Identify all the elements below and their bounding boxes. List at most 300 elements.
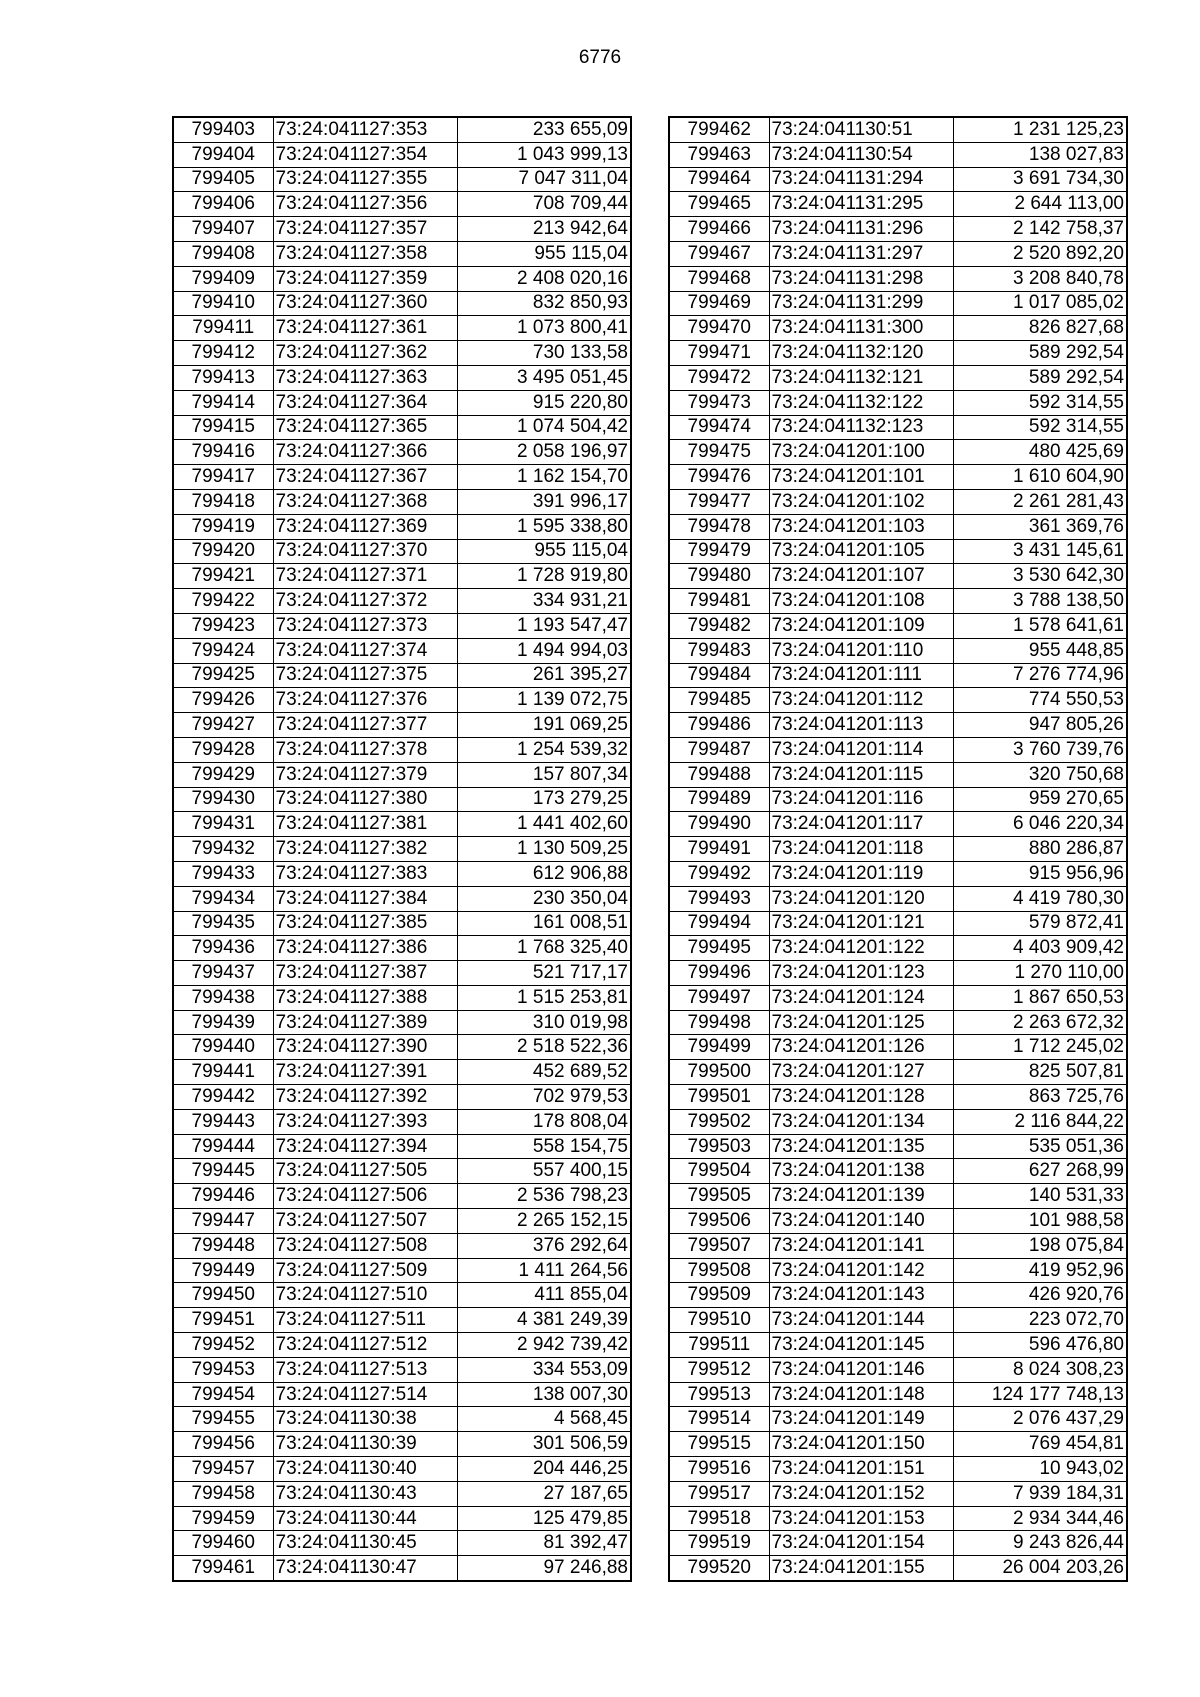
table-row bbox=[669, 1209, 1127, 1234]
value-cell: 301 506,59 bbox=[457, 1432, 631, 1457]
table-row bbox=[173, 1407, 631, 1432]
table-row bbox=[173, 886, 631, 911]
table-row bbox=[669, 762, 1127, 787]
table-row bbox=[173, 142, 631, 167]
cadastral-number-cell: 73:24:041127:511 bbox=[273, 1308, 457, 1333]
cadastral-number-cell: 73:24:041127:353 bbox=[273, 117, 457, 142]
cadastral-number-cell: 73:24:041130:54 bbox=[769, 142, 953, 167]
table-row bbox=[173, 1184, 631, 1209]
cadastral-number-cell: 73:24:041201:116 bbox=[769, 787, 953, 812]
table-row bbox=[173, 1457, 631, 1482]
table-row bbox=[173, 961, 631, 986]
table-row bbox=[173, 688, 631, 713]
row-id-cell: 799475 bbox=[669, 440, 769, 465]
row-id-cell: 799441 bbox=[173, 1060, 273, 1085]
table-row bbox=[669, 117, 1127, 142]
value-cell: 178 808,04 bbox=[457, 1109, 631, 1134]
cadastral-number-cell: 73:24:041201:123 bbox=[769, 961, 953, 986]
cadastral-number-cell: 73:24:041201:138 bbox=[769, 1159, 953, 1184]
value-cell: 535 051,36 bbox=[953, 1134, 1127, 1159]
table-row bbox=[173, 837, 631, 862]
value-cell: 426 920,76 bbox=[953, 1283, 1127, 1308]
cadastral-number-cell: 73:24:041127:367 bbox=[273, 465, 457, 490]
value-cell: 10 943,02 bbox=[953, 1457, 1127, 1482]
table-row bbox=[173, 638, 631, 663]
row-id-cell: 799436 bbox=[173, 936, 273, 961]
row-id-cell: 799411 bbox=[173, 316, 273, 341]
row-id-cell: 799510 bbox=[669, 1308, 769, 1333]
row-id-cell: 799449 bbox=[173, 1258, 273, 1283]
table-row bbox=[173, 1209, 631, 1234]
cadastral-number-cell: 73:24:041201:124 bbox=[769, 985, 953, 1010]
table-row bbox=[669, 142, 1127, 167]
row-id-cell: 799500 bbox=[669, 1060, 769, 1085]
cadastral-number-cell: 73:24:041127:377 bbox=[273, 713, 457, 738]
value-cell: 101 988,58 bbox=[953, 1209, 1127, 1234]
value-cell: 320 750,68 bbox=[953, 762, 1127, 787]
value-cell: 2 261 281,43 bbox=[953, 489, 1127, 514]
value-cell: 1 270 110,00 bbox=[953, 961, 1127, 986]
value-cell: 1 867 650,53 bbox=[953, 985, 1127, 1010]
cadastral-number-cell: 73:24:041201:115 bbox=[769, 762, 953, 787]
cadastral-number-cell: 73:24:041127:382 bbox=[273, 837, 457, 862]
table-row bbox=[173, 291, 631, 316]
cadastral-number-cell: 73:24:041201:109 bbox=[769, 613, 953, 638]
row-id-cell: 799419 bbox=[173, 514, 273, 539]
table-row bbox=[669, 266, 1127, 291]
row-id-cell: 799514 bbox=[669, 1407, 769, 1432]
row-id-cell: 799450 bbox=[173, 1283, 273, 1308]
value-cell: 2 116 844,22 bbox=[953, 1109, 1127, 1134]
value-cell: 198 075,84 bbox=[953, 1233, 1127, 1258]
cadastral-number-cell: 73:24:041201:144 bbox=[769, 1308, 953, 1333]
cadastral-number-cell: 73:24:041127:361 bbox=[273, 316, 457, 341]
row-id-cell: 799422 bbox=[173, 589, 273, 614]
cadastral-number-cell: 73:24:041201:110 bbox=[769, 638, 953, 663]
row-id-cell: 799426 bbox=[173, 688, 273, 713]
row-id-cell: 799474 bbox=[669, 415, 769, 440]
table-row bbox=[173, 1109, 631, 1134]
value-cell: 9 243 826,44 bbox=[953, 1531, 1127, 1556]
cadastral-number-cell: 73:24:041127:368 bbox=[273, 489, 457, 514]
row-id-cell: 799413 bbox=[173, 365, 273, 390]
cadastral-number-cell: 73:24:041127:374 bbox=[273, 638, 457, 663]
value-cell: 173 279,25 bbox=[457, 787, 631, 812]
cadastral-number-cell: 73:24:041127:393 bbox=[273, 1109, 457, 1134]
value-cell: 2 058 196,97 bbox=[457, 440, 631, 465]
value-cell: 955 448,85 bbox=[953, 638, 1127, 663]
table-row bbox=[669, 1184, 1127, 1209]
row-id-cell: 799477 bbox=[669, 489, 769, 514]
cadastral-number-cell: 73:24:041127:514 bbox=[273, 1382, 457, 1407]
table-row bbox=[173, 1283, 631, 1308]
value-cell: 261 395,27 bbox=[457, 663, 631, 688]
table-row bbox=[173, 1035, 631, 1060]
row-id-cell: 799452 bbox=[173, 1333, 273, 1358]
cadastral-number-cell: 73:24:041131:299 bbox=[769, 291, 953, 316]
table-row bbox=[173, 762, 631, 787]
table-row bbox=[669, 241, 1127, 266]
cadastral-number-cell: 73:24:041127:392 bbox=[273, 1085, 457, 1110]
table-row bbox=[173, 1531, 631, 1556]
table-row bbox=[669, 217, 1127, 242]
cadastral-number-cell: 73:24:041131:298 bbox=[769, 266, 953, 291]
value-cell: 589 292,54 bbox=[953, 365, 1127, 390]
cadastral-number-cell: 73:24:041201:111 bbox=[769, 663, 953, 688]
cadastral-number-cell: 73:24:041127:509 bbox=[273, 1258, 457, 1283]
value-cell: 955 115,04 bbox=[457, 241, 631, 266]
row-id-cell: 799513 bbox=[669, 1382, 769, 1407]
value-cell: 419 952,96 bbox=[953, 1258, 1127, 1283]
cadastral-number-cell: 73:24:041130:43 bbox=[273, 1481, 457, 1506]
row-id-cell: 799488 bbox=[669, 762, 769, 787]
table-row bbox=[669, 936, 1127, 961]
cadastral-number-cell: 73:24:041201:103 bbox=[769, 514, 953, 539]
table-row bbox=[669, 489, 1127, 514]
row-id-cell: 799520 bbox=[669, 1556, 769, 1581]
value-cell: 124 177 748,13 bbox=[953, 1382, 1127, 1407]
cadastral-number-cell: 73:24:041201:107 bbox=[769, 564, 953, 589]
cadastral-number-cell: 73:24:041127:386 bbox=[273, 936, 457, 961]
row-id-cell: 799487 bbox=[669, 737, 769, 762]
row-id-cell: 799447 bbox=[173, 1209, 273, 1234]
cadastral-number-cell: 73:24:041201:135 bbox=[769, 1134, 953, 1159]
table-row bbox=[669, 589, 1127, 614]
value-cell: 452 689,52 bbox=[457, 1060, 631, 1085]
table-row bbox=[173, 564, 631, 589]
table-row bbox=[669, 1134, 1127, 1159]
row-id-cell: 799480 bbox=[669, 564, 769, 589]
table-row bbox=[669, 192, 1127, 217]
cadastral-number-cell: 73:24:041201:143 bbox=[769, 1283, 953, 1308]
cadastral-number-cell: 73:24:041201:100 bbox=[769, 440, 953, 465]
cadastral-number-cell: 73:24:041127:505 bbox=[273, 1159, 457, 1184]
row-id-cell: 799494 bbox=[669, 911, 769, 936]
table-row bbox=[669, 1333, 1127, 1358]
cadastral-number-cell: 73:24:041201:117 bbox=[769, 812, 953, 837]
value-cell: 863 725,76 bbox=[953, 1085, 1127, 1110]
table-row bbox=[669, 365, 1127, 390]
value-cell: 2 142 758,37 bbox=[953, 217, 1127, 242]
value-cell: 391 996,17 bbox=[457, 489, 631, 514]
value-cell: 2 536 798,23 bbox=[457, 1184, 631, 1209]
value-cell: 26 004 203,26 bbox=[953, 1556, 1127, 1581]
row-id-cell: 799429 bbox=[173, 762, 273, 787]
cadastral-number-cell: 73:24:041201:151 bbox=[769, 1457, 953, 1482]
cadastral-number-cell: 73:24:041201:154 bbox=[769, 1531, 953, 1556]
row-id-cell: 799459 bbox=[173, 1506, 273, 1531]
row-id-cell: 799471 bbox=[669, 341, 769, 366]
table-row bbox=[173, 440, 631, 465]
value-cell: 2 518 522,36 bbox=[457, 1035, 631, 1060]
table-row bbox=[669, 985, 1127, 1010]
value-cell: 361 369,76 bbox=[953, 514, 1127, 539]
row-id-cell: 799406 bbox=[173, 192, 273, 217]
value-cell: 138 007,30 bbox=[457, 1382, 631, 1407]
table-row bbox=[669, 564, 1127, 589]
row-id-cell: 799466 bbox=[669, 217, 769, 242]
cadastral-number-cell: 73:24:041131:297 bbox=[769, 241, 953, 266]
row-id-cell: 799489 bbox=[669, 787, 769, 812]
value-cell: 1 074 504,42 bbox=[457, 415, 631, 440]
table-row bbox=[669, 663, 1127, 688]
table-row bbox=[173, 1159, 631, 1184]
value-cell: 826 827,68 bbox=[953, 316, 1127, 341]
table-row bbox=[669, 1233, 1127, 1258]
cadastral-number-cell: 73:24:041127:364 bbox=[273, 390, 457, 415]
row-id-cell: 799432 bbox=[173, 837, 273, 862]
row-id-cell: 799504 bbox=[669, 1159, 769, 1184]
table-row bbox=[669, 613, 1127, 638]
table-row bbox=[669, 812, 1127, 837]
cadastral-number-cell: 73:24:041201:112 bbox=[769, 688, 953, 713]
cadastral-number-cell: 73:24:041127:357 bbox=[273, 217, 457, 242]
table-row bbox=[173, 539, 631, 564]
table-row bbox=[669, 167, 1127, 192]
value-cell: 2 934 344,46 bbox=[953, 1506, 1127, 1531]
value-cell: 730 133,58 bbox=[457, 341, 631, 366]
cadastral-number-cell: 73:24:041127:359 bbox=[273, 266, 457, 291]
row-id-cell: 799465 bbox=[669, 192, 769, 217]
cadastral-number-cell: 73:24:041127:379 bbox=[273, 762, 457, 787]
row-id-cell: 799444 bbox=[173, 1134, 273, 1159]
row-id-cell: 799495 bbox=[669, 936, 769, 961]
table-row bbox=[173, 911, 631, 936]
row-id-cell: 799483 bbox=[669, 638, 769, 663]
value-cell: 1 017 085,02 bbox=[953, 291, 1127, 316]
row-id-cell: 799443 bbox=[173, 1109, 273, 1134]
cadastral-number-cell: 73:24:041127:356 bbox=[273, 192, 457, 217]
table-row bbox=[669, 1283, 1127, 1308]
row-id-cell: 799435 bbox=[173, 911, 273, 936]
value-cell: 579 872,41 bbox=[953, 911, 1127, 936]
table-row bbox=[173, 812, 631, 837]
table-row bbox=[173, 266, 631, 291]
table-row bbox=[669, 440, 1127, 465]
row-id-cell: 799439 bbox=[173, 1010, 273, 1035]
row-id-cell: 799491 bbox=[669, 837, 769, 862]
table-row bbox=[669, 1085, 1127, 1110]
table-row bbox=[669, 341, 1127, 366]
table-row bbox=[669, 1060, 1127, 1085]
cadastral-number-cell: 73:24:041127:506 bbox=[273, 1184, 457, 1209]
value-cell: 81 392,47 bbox=[457, 1531, 631, 1556]
value-cell: 1 712 245,02 bbox=[953, 1035, 1127, 1060]
row-id-cell: 799453 bbox=[173, 1357, 273, 1382]
row-id-cell: 799490 bbox=[669, 812, 769, 837]
cadastral-number-cell: 73:24:041127:507 bbox=[273, 1209, 457, 1234]
cadastral-number-cell: 73:24:041127:355 bbox=[273, 167, 457, 192]
table-row bbox=[173, 415, 631, 440]
value-cell: 223 072,70 bbox=[953, 1308, 1127, 1333]
table-row bbox=[173, 861, 631, 886]
table-row bbox=[669, 1407, 1127, 1432]
table-row bbox=[669, 1382, 1127, 1407]
table-row bbox=[669, 390, 1127, 415]
value-cell: 230 350,04 bbox=[457, 886, 631, 911]
row-id-cell: 799424 bbox=[173, 638, 273, 663]
value-cell: 2 942 739,42 bbox=[457, 1333, 631, 1358]
row-id-cell: 799515 bbox=[669, 1432, 769, 1457]
cadastral-number-cell: 73:24:041127:390 bbox=[273, 1035, 457, 1060]
value-cell: 7 276 774,96 bbox=[953, 663, 1127, 688]
row-id-cell: 799469 bbox=[669, 291, 769, 316]
cadastral-number-cell: 73:24:041201:113 bbox=[769, 713, 953, 738]
table-row bbox=[669, 787, 1127, 812]
value-cell: 596 476,80 bbox=[953, 1333, 1127, 1358]
table-row bbox=[669, 291, 1127, 316]
row-id-cell: 799461 bbox=[173, 1556, 273, 1581]
row-id-cell: 799496 bbox=[669, 961, 769, 986]
row-id-cell: 799467 bbox=[669, 241, 769, 266]
cadastral-number-cell: 73:24:041127:376 bbox=[273, 688, 457, 713]
value-cell: 769 454,81 bbox=[953, 1432, 1127, 1457]
row-id-cell: 799519 bbox=[669, 1531, 769, 1556]
table-row bbox=[173, 192, 631, 217]
row-id-cell: 799407 bbox=[173, 217, 273, 242]
cadastral-number-cell: 73:24:041127:385 bbox=[273, 911, 457, 936]
row-id-cell: 799417 bbox=[173, 465, 273, 490]
table-row bbox=[669, 886, 1127, 911]
value-cell: 4 381 249,39 bbox=[457, 1308, 631, 1333]
table-row bbox=[173, 241, 631, 266]
table-row bbox=[669, 1506, 1127, 1531]
table-row bbox=[173, 985, 631, 1010]
value-cell: 1 494 994,03 bbox=[457, 638, 631, 663]
table-row bbox=[173, 489, 631, 514]
table-row bbox=[173, 787, 631, 812]
row-id-cell: 799448 bbox=[173, 1233, 273, 1258]
row-id-cell: 799507 bbox=[669, 1233, 769, 1258]
row-id-cell: 799497 bbox=[669, 985, 769, 1010]
row-id-cell: 799516 bbox=[669, 1457, 769, 1482]
cadastral-number-cell: 73:24:041201:139 bbox=[769, 1184, 953, 1209]
value-cell: 480 425,69 bbox=[953, 440, 1127, 465]
table-row bbox=[669, 1556, 1127, 1581]
row-id-cell: 799403 bbox=[173, 117, 273, 142]
cadastral-number-cell: 73:24:041201:152 bbox=[769, 1481, 953, 1506]
cadastral-number-cell: 73:24:041132:121 bbox=[769, 365, 953, 390]
value-cell: 1 411 264,56 bbox=[457, 1258, 631, 1283]
cadastral-number-cell: 73:24:041127:384 bbox=[273, 886, 457, 911]
table-row bbox=[669, 638, 1127, 663]
cadastral-number-cell: 73:24:041127:389 bbox=[273, 1010, 457, 1035]
row-id-cell: 799512 bbox=[669, 1357, 769, 1382]
table-row bbox=[173, 167, 631, 192]
cadastral-number-cell: 73:24:041130:38 bbox=[273, 1407, 457, 1432]
value-cell: 3 208 840,78 bbox=[953, 266, 1127, 291]
cadastral-number-cell: 73:24:041130:39 bbox=[273, 1432, 457, 1457]
cadastral-number-cell: 73:24:041127:372 bbox=[273, 589, 457, 614]
value-cell: 3 431 145,61 bbox=[953, 539, 1127, 564]
table-row bbox=[173, 663, 631, 688]
cadastral-number-cell: 73:24:041127:365 bbox=[273, 415, 457, 440]
cadastral-number-cell: 73:24:041127:380 bbox=[273, 787, 457, 812]
value-cell: 140 531,33 bbox=[953, 1184, 1127, 1209]
cadastral-number-cell: 73:24:041201:148 bbox=[769, 1382, 953, 1407]
cadastral-number-cell: 73:24:041130:40 bbox=[273, 1457, 457, 1482]
table-row bbox=[669, 688, 1127, 713]
row-id-cell: 799437 bbox=[173, 961, 273, 986]
row-id-cell: 799420 bbox=[173, 539, 273, 564]
row-id-cell: 799505 bbox=[669, 1184, 769, 1209]
cadastral-number-cell: 73:24:041201:108 bbox=[769, 589, 953, 614]
value-cell: 955 115,04 bbox=[457, 539, 631, 564]
cadastral-number-cell: 73:24:041127:383 bbox=[273, 861, 457, 886]
cadastral-number-cell: 73:24:041127:378 bbox=[273, 737, 457, 762]
cadastral-number-cell: 73:24:041127:362 bbox=[273, 341, 457, 366]
row-id-cell: 799412 bbox=[173, 341, 273, 366]
cadastral-number-cell: 73:24:041130:45 bbox=[273, 1531, 457, 1556]
table-row bbox=[173, 341, 631, 366]
value-cell: 947 805,26 bbox=[953, 713, 1127, 738]
value-cell: 915 956,96 bbox=[953, 861, 1127, 886]
cadastral-number-cell: 73:24:041201:122 bbox=[769, 936, 953, 961]
cadastral-number-cell: 73:24:041201:119 bbox=[769, 861, 953, 886]
value-cell: 592 314,55 bbox=[953, 390, 1127, 415]
row-id-cell: 799408 bbox=[173, 241, 273, 266]
table-row bbox=[173, 1382, 631, 1407]
row-id-cell: 799518 bbox=[669, 1506, 769, 1531]
table-row bbox=[669, 1457, 1127, 1482]
value-cell: 2 263 672,32 bbox=[953, 1010, 1127, 1035]
cadastral-number-cell: 73:24:041127:508 bbox=[273, 1233, 457, 1258]
value-cell: 1 610 604,90 bbox=[953, 465, 1127, 490]
table-row bbox=[669, 911, 1127, 936]
row-id-cell: 799506 bbox=[669, 1209, 769, 1234]
value-cell: 3 788 138,50 bbox=[953, 589, 1127, 614]
value-cell: 161 008,51 bbox=[457, 911, 631, 936]
value-cell: 880 286,87 bbox=[953, 837, 1127, 862]
right-register-table bbox=[668, 116, 1128, 1582]
value-cell: 27 187,65 bbox=[457, 1481, 631, 1506]
row-id-cell: 799456 bbox=[173, 1432, 273, 1457]
value-cell: 825 507,81 bbox=[953, 1060, 1127, 1085]
value-cell: 702 979,53 bbox=[457, 1085, 631, 1110]
value-cell: 2 076 437,29 bbox=[953, 1407, 1127, 1432]
row-id-cell: 799409 bbox=[173, 266, 273, 291]
value-cell: 6 046 220,34 bbox=[953, 812, 1127, 837]
value-cell: 832 850,93 bbox=[457, 291, 631, 316]
table-row bbox=[173, 1357, 631, 1382]
row-id-cell: 799410 bbox=[173, 291, 273, 316]
table-row bbox=[173, 1258, 631, 1283]
cadastral-number-cell: 73:24:041201:126 bbox=[769, 1035, 953, 1060]
cadastral-number-cell: 73:24:041201:121 bbox=[769, 911, 953, 936]
row-id-cell: 799479 bbox=[669, 539, 769, 564]
row-id-cell: 799473 bbox=[669, 390, 769, 415]
row-id-cell: 799508 bbox=[669, 1258, 769, 1283]
cadastral-number-cell: 73:24:041201:118 bbox=[769, 837, 953, 862]
row-id-cell: 799440 bbox=[173, 1035, 273, 1060]
value-cell: 521 717,17 bbox=[457, 961, 631, 986]
cadastral-number-cell: 73:24:041127:387 bbox=[273, 961, 457, 986]
value-cell: 612 906,88 bbox=[457, 861, 631, 886]
cadastral-number-cell: 73:24:041127:510 bbox=[273, 1283, 457, 1308]
cadastral-number-cell: 73:24:041127:360 bbox=[273, 291, 457, 316]
row-id-cell: 799463 bbox=[669, 142, 769, 167]
row-id-cell: 799502 bbox=[669, 1109, 769, 1134]
row-id-cell: 799476 bbox=[669, 465, 769, 490]
row-id-cell: 799509 bbox=[669, 1283, 769, 1308]
value-cell: 376 292,64 bbox=[457, 1233, 631, 1258]
table-row bbox=[173, 1481, 631, 1506]
table-row bbox=[173, 1060, 631, 1085]
value-cell: 157 807,34 bbox=[457, 762, 631, 787]
value-cell: 233 655,09 bbox=[457, 117, 631, 142]
table-row bbox=[669, 1357, 1127, 1382]
table-row bbox=[173, 936, 631, 961]
